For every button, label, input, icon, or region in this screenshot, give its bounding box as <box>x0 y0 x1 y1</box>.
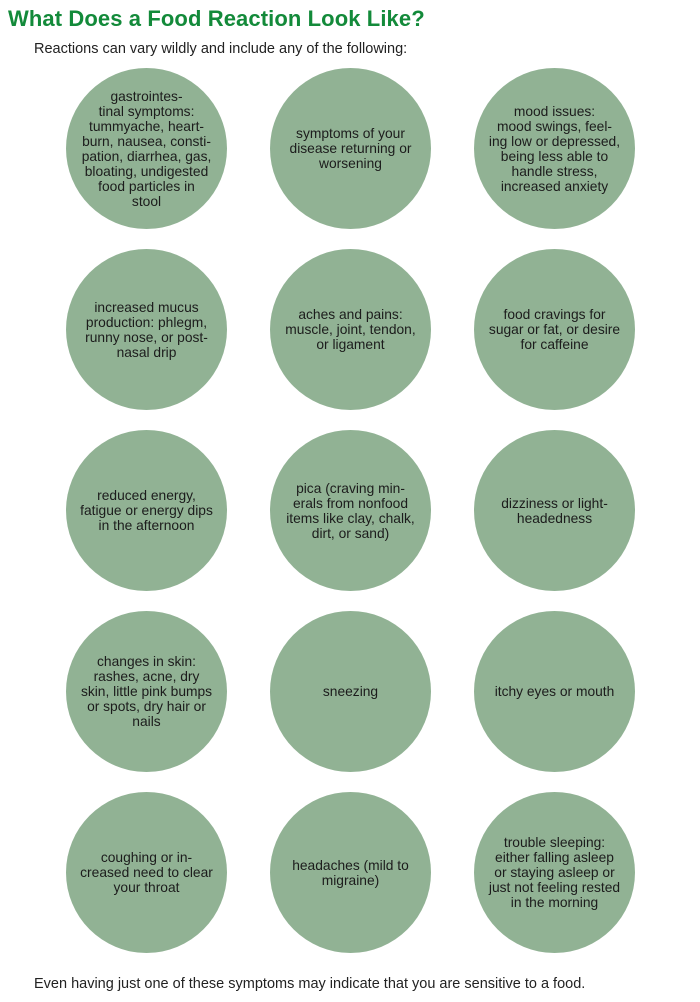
reaction-label: pica (craving min- erals from nonfood items like clay, chalk, dirt, or sand) <box>286 480 415 541</box>
reaction-circle-headaches <box>270 792 431 953</box>
reaction-circle-skin <box>66 611 227 772</box>
reaction-label: aches and pains: muscle, joint, tendon, or ligament <box>285 307 416 352</box>
reaction-circle-dizziness <box>474 430 635 591</box>
footer-note: Even having just one of these symptoms may indicate that you are sensitive to a food. <box>34 976 586 992</box>
reaction-label: dizziness or light- headedness <box>501 495 608 526</box>
reaction-circle-coughing <box>66 792 227 953</box>
reaction-label: food cravings for sugar or fat, or desire for caffeine <box>488 307 621 352</box>
reaction-circle-pica <box>270 430 431 591</box>
reaction-circle-gastrointestinal <box>66 68 227 229</box>
reaction-circle-cravings <box>474 249 635 410</box>
reaction-label: itchy eyes or mouth <box>494 684 615 699</box>
reaction-circle-sneezing <box>270 611 431 772</box>
reaction-label: sneezing <box>322 684 379 699</box>
reaction-label: headaches (mild to migraine) <box>292 857 409 888</box>
reaction-label: trouble sleeping: either falling asleep or staying asleep or just not feeling rested in the morning <box>488 835 621 910</box>
reaction-circle-energy <box>66 430 227 591</box>
reaction-label: symptoms of your disease returning or worsening <box>289 126 412 171</box>
reaction-circle-mucus <box>66 249 227 410</box>
reaction-circle-aches <box>270 249 431 410</box>
reaction-label: changes in skin: rashes, acne, dry skin, little pink bumps or spots, dry hair or nails <box>80 654 213 729</box>
reaction-grid <box>66 68 635 953</box>
intro-text: Reactions can vary wildly and include any of the following: <box>34 41 408 57</box>
reaction-label: coughing or in- creased need to clear your throat <box>80 850 213 895</box>
reaction-label: increased mucus production: phlegm, runny nose, or post- nasal drip <box>85 299 208 360</box>
reaction-label: gastrointes- tinal symptoms: tummyache, heart- burn, nausea, consti- pation, diarrhea, gas, bloating, undigested food particles in stool <box>81 88 212 209</box>
page-title: What Does a Food Reaction Look Like? <box>8 6 425 31</box>
reaction-label: reduced energy, fatigue or energy dips in the afternoon <box>80 488 213 533</box>
reaction-circle-sleeping <box>474 792 635 953</box>
reaction-circle-itchy <box>474 611 635 772</box>
reaction-circle-mood-issues <box>474 68 635 229</box>
reaction-circle-disease-symptoms <box>270 68 431 229</box>
reaction-label: mood issues: mood swings, feel- ing low or depressed, being less able to handle stress, increased anxiety <box>488 103 621 194</box>
